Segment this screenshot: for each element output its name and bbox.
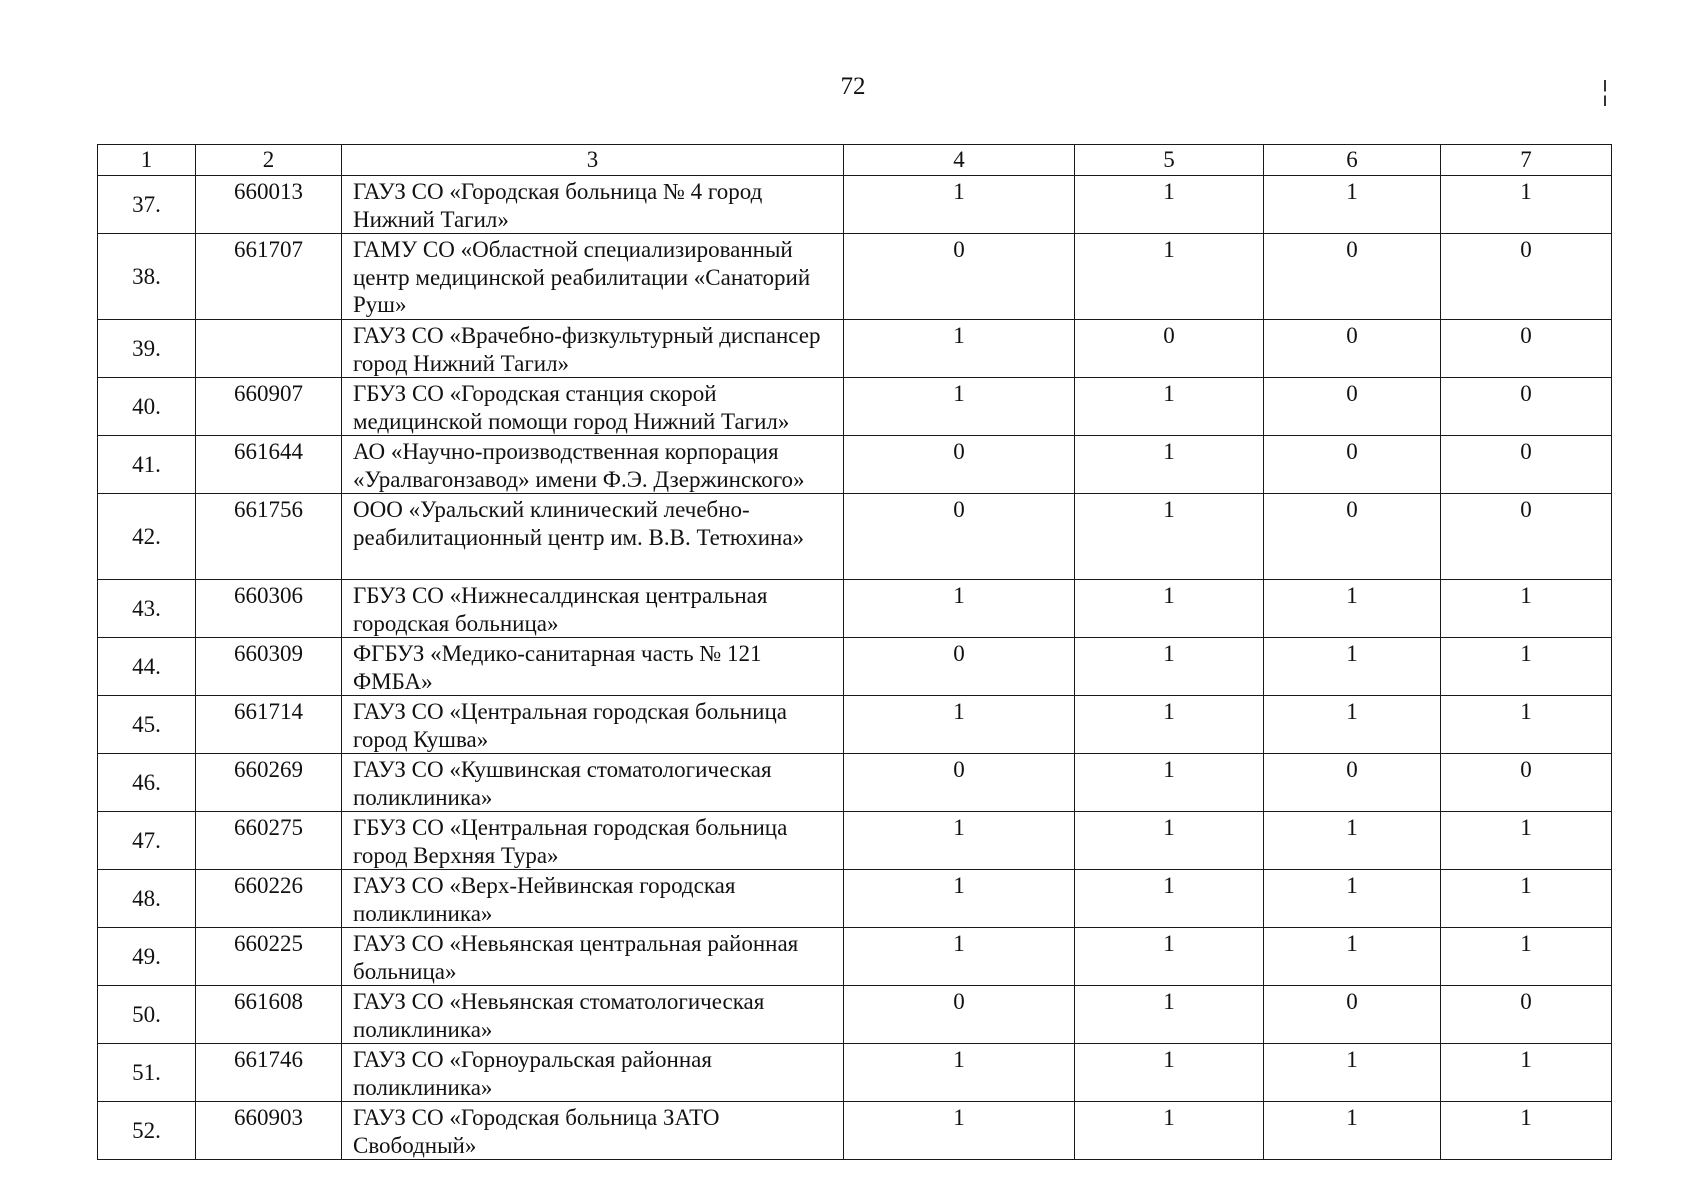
column-header-3: 3 bbox=[342, 145, 844, 176]
column-5-value: 1 bbox=[1075, 436, 1264, 494]
organization-code: 661707 bbox=[196, 234, 342, 320]
page-number: 72 bbox=[840, 73, 866, 100]
column-4-value: 1 bbox=[844, 870, 1075, 928]
column-7-value: 1 bbox=[1441, 696, 1612, 754]
column-6-value: 0 bbox=[1264, 320, 1441, 378]
organization-name: ГБУЗ СО «Центральная городская больница город Верхняя Тура» bbox=[342, 812, 844, 870]
column-7-value: 1 bbox=[1441, 176, 1612, 234]
column-4-value: 0 bbox=[844, 638, 1075, 696]
table-row bbox=[98, 986, 1612, 1044]
column-4-value: 1 bbox=[844, 378, 1075, 436]
organization-code: 660309 bbox=[196, 638, 342, 696]
table-row bbox=[98, 494, 1612, 580]
organization-name: ГАУЗ СО «Невьянская центральная районная больница» bbox=[342, 928, 844, 986]
organization-name: ГАУЗ СО «Центральная городская больница город Кушва» bbox=[342, 696, 844, 754]
organization-code bbox=[196, 320, 342, 378]
column-6-value: 1 bbox=[1264, 870, 1441, 928]
organization-code: 660269 bbox=[196, 754, 342, 812]
column-4-value: 0 bbox=[844, 234, 1075, 320]
column-5-value: 1 bbox=[1075, 928, 1264, 986]
organization-code: 661756 bbox=[196, 494, 342, 580]
column-6-value: 1 bbox=[1264, 638, 1441, 696]
column-7-value: 1 bbox=[1441, 870, 1612, 928]
row-number: 40. bbox=[98, 378, 196, 436]
row-number: 37. bbox=[98, 176, 196, 234]
column-5-value: 1 bbox=[1075, 1102, 1264, 1160]
row-number: 43. bbox=[98, 580, 196, 638]
column-6-value: 1 bbox=[1264, 928, 1441, 986]
column-4-value: 1 bbox=[844, 580, 1075, 638]
column-5-value: 1 bbox=[1075, 378, 1264, 436]
organization-name: АО «Научно-производственная корпорация «Уралвагонзавод» имени Ф.Э. Дзержинского» bbox=[342, 436, 844, 494]
row-number: 45. bbox=[98, 696, 196, 754]
organization-name: ГАУЗ СО «Горноуральская районная поликлиника» bbox=[342, 1044, 844, 1102]
organization-code: 660903 bbox=[196, 1102, 342, 1160]
organization-code: 660907 bbox=[196, 378, 342, 436]
column-7-value: 0 bbox=[1441, 320, 1612, 378]
column-5-value: 1 bbox=[1075, 1044, 1264, 1102]
column-6-value: 0 bbox=[1264, 436, 1441, 494]
column-5-value: 1 bbox=[1075, 580, 1264, 638]
organization-code: 660225 bbox=[196, 928, 342, 986]
table-row bbox=[98, 378, 1612, 436]
column-number-row bbox=[98, 145, 1612, 176]
column-7-value: 1 bbox=[1441, 638, 1612, 696]
table-row bbox=[98, 234, 1612, 320]
organization-name: ГАМУ СО «Областной специализированный центр медицинской реабилитации «Санаторий Руш» bbox=[342, 234, 844, 320]
column-7-value: 1 bbox=[1441, 1102, 1612, 1160]
column-6-value: 1 bbox=[1264, 580, 1441, 638]
organization-name: ГАУЗ СО «Врачебно-физкультурный диспансер город Нижний Тагил» bbox=[342, 320, 844, 378]
table-row bbox=[98, 696, 1612, 754]
table-row bbox=[98, 580, 1612, 638]
column-5-value: 1 bbox=[1075, 696, 1264, 754]
row-number: 38. bbox=[98, 234, 196, 320]
table-row bbox=[98, 436, 1612, 494]
column-6-value: 1 bbox=[1264, 176, 1441, 234]
column-7-value: 0 bbox=[1441, 754, 1612, 812]
column-7-value: 0 bbox=[1441, 378, 1612, 436]
column-4-value: 1 bbox=[844, 176, 1075, 234]
column-6-value: 0 bbox=[1264, 378, 1441, 436]
column-6-value: 0 bbox=[1264, 986, 1441, 1044]
row-number: 39. bbox=[98, 320, 196, 378]
column-6-value: 0 bbox=[1264, 234, 1441, 320]
column-5-value: 1 bbox=[1075, 812, 1264, 870]
organization-code: 660306 bbox=[196, 580, 342, 638]
column-7-value: 1 bbox=[1441, 1044, 1612, 1102]
organization-code: 660226 bbox=[196, 870, 342, 928]
column-header-7: 7 bbox=[1441, 145, 1612, 176]
column-5-value: 1 bbox=[1075, 986, 1264, 1044]
row-number: 46. bbox=[98, 754, 196, 812]
table-row bbox=[98, 638, 1612, 696]
organization-name: ГАУЗ СО «Верх-Нейвинская городская поликлиника» bbox=[342, 870, 844, 928]
organization-code: 660275 bbox=[196, 812, 342, 870]
organization-name: ГАУЗ СО «Кушвинская стоматологическая поликлиника» bbox=[342, 754, 844, 812]
column-5-value: 0 bbox=[1075, 320, 1264, 378]
column-6-value: 1 bbox=[1264, 812, 1441, 870]
column-7-value: 1 bbox=[1441, 928, 1612, 986]
column-4-value: 0 bbox=[844, 436, 1075, 494]
column-7-value: 1 bbox=[1441, 812, 1612, 870]
row-number: 51. bbox=[98, 1044, 196, 1102]
column-4-value: 1 bbox=[844, 696, 1075, 754]
column-4-value: 1 bbox=[844, 1102, 1075, 1160]
row-number: 48. bbox=[98, 870, 196, 928]
table-row bbox=[98, 1102, 1612, 1160]
column-5-value: 1 bbox=[1075, 870, 1264, 928]
column-5-value: 1 bbox=[1075, 754, 1264, 812]
column-7-value: 1 bbox=[1441, 580, 1612, 638]
column-4-value: 1 bbox=[844, 812, 1075, 870]
scan-edge-mark bbox=[1604, 80, 1606, 106]
column-5-value: 1 bbox=[1075, 494, 1264, 580]
organization-name: ГБУЗ СО «Городская станция скорой медицинской помощи город Нижний Тагил» bbox=[342, 378, 844, 436]
organization-name: ГБУЗ СО «Нижнесалдинская центральная городская больница» bbox=[342, 580, 844, 638]
organization-code: 661644 bbox=[196, 436, 342, 494]
column-7-value: 0 bbox=[1441, 494, 1612, 580]
column-header-4: 4 bbox=[844, 145, 1075, 176]
organization-code: 661746 bbox=[196, 1044, 342, 1102]
row-number: 47. bbox=[98, 812, 196, 870]
row-number: 41. bbox=[98, 436, 196, 494]
organization-name: ГАУЗ СО «Невьянская стоматологическая поликлиника» bbox=[342, 986, 844, 1044]
table-row bbox=[98, 1044, 1612, 1102]
column-6-value: 1 bbox=[1264, 1102, 1441, 1160]
column-7-value: 0 bbox=[1441, 436, 1612, 494]
organization-name: ГАУЗ СО «Городская больница № 4 город Нижний Тагил» bbox=[342, 176, 844, 234]
column-6-value: 0 bbox=[1264, 494, 1441, 580]
medical-organizations-table bbox=[97, 144, 1612, 1160]
table-row bbox=[98, 870, 1612, 928]
column-4-value: 1 bbox=[844, 320, 1075, 378]
table-row bbox=[98, 754, 1612, 812]
column-6-value: 1 bbox=[1264, 1044, 1441, 1102]
organization-name: ФГБУЗ «Медико-санитарная часть № 121 ФМБА» bbox=[342, 638, 844, 696]
column-6-value: 1 bbox=[1264, 696, 1441, 754]
column-header-1: 1 bbox=[98, 145, 196, 176]
row-number: 42. bbox=[98, 494, 196, 580]
column-7-value: 0 bbox=[1441, 986, 1612, 1044]
column-4-value: 1 bbox=[844, 1044, 1075, 1102]
organization-name: ООО «Уральский клинический лечебно-реабилитационный центр им. В.В. Тетюхина» bbox=[342, 494, 844, 580]
row-number: 44. bbox=[98, 638, 196, 696]
organization-code: 661714 bbox=[196, 696, 342, 754]
column-header-2: 2 bbox=[196, 145, 342, 176]
column-4-value: 0 bbox=[844, 494, 1075, 580]
row-number: 49. bbox=[98, 928, 196, 986]
column-6-value: 0 bbox=[1264, 754, 1441, 812]
row-number: 52. bbox=[98, 1102, 196, 1160]
organization-name: ГАУЗ СО «Городская больница ЗАТО Свободный» bbox=[342, 1102, 844, 1160]
table-row bbox=[98, 320, 1612, 378]
column-5-value: 1 bbox=[1075, 638, 1264, 696]
table-row bbox=[98, 812, 1612, 870]
column-header-6: 6 bbox=[1264, 145, 1441, 176]
organization-code: 660013 bbox=[196, 176, 342, 234]
column-4-value: 1 bbox=[844, 928, 1075, 986]
column-5-value: 1 bbox=[1075, 176, 1264, 234]
table-row bbox=[98, 928, 1612, 986]
column-7-value: 0 bbox=[1441, 234, 1612, 320]
column-header-5: 5 bbox=[1075, 145, 1264, 176]
row-number: 50. bbox=[98, 986, 196, 1044]
column-4-value: 0 bbox=[844, 986, 1075, 1044]
column-4-value: 0 bbox=[844, 754, 1075, 812]
organization-code: 661608 bbox=[196, 986, 342, 1044]
table-row bbox=[98, 176, 1612, 234]
column-5-value: 1 bbox=[1075, 234, 1264, 320]
